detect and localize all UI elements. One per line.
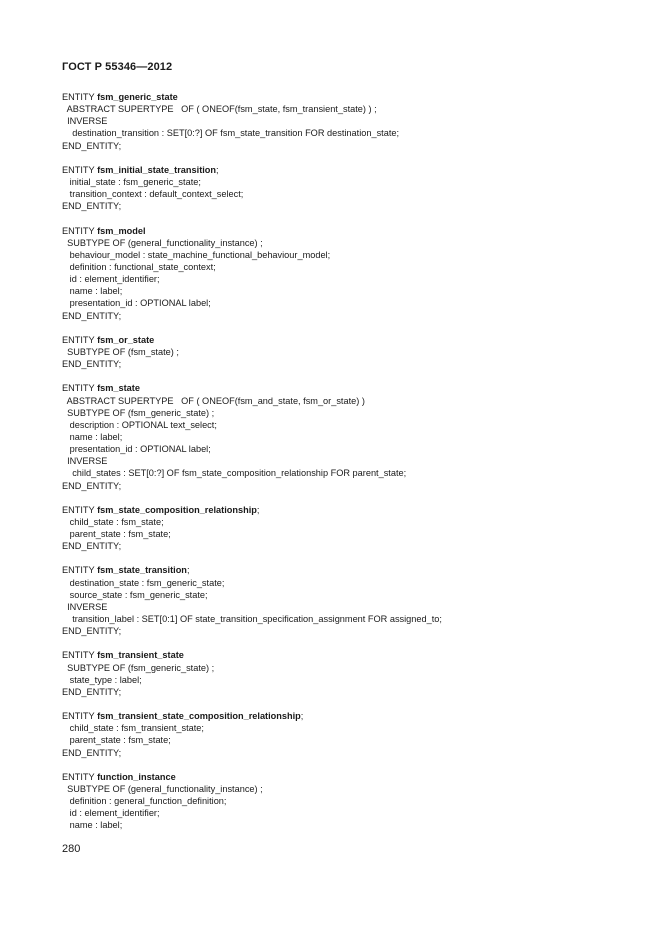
blank-line: [62, 759, 442, 771]
entity-name: fsm_transient_state_composition_relationship: [97, 711, 301, 722]
document-header: ГОСТ Р 55346—2012: [62, 61, 173, 73]
code-line: name : label;: [62, 820, 123, 831]
entity-name: fsm_generic_state: [97, 92, 178, 102]
entity-keyword: ENTITY: [62, 92, 98, 102]
blank-line: [62, 698, 442, 710]
code-line: SUBTYPE OF (fsm_state) ;: [62, 346, 179, 357]
entity-name: fsm_state_composition_relationship: [97, 504, 257, 515]
entity-terminator: ;: [256, 504, 260, 515]
code-line: child_states : SET[0:?] OF fsm_state_composition_relationship FOR parent_state;: [62, 468, 407, 479]
code-line: ABSTRACT SUPERTYPE OF ( ONEOF(fsm_and_state, fsm_or_state) ): [62, 395, 365, 406]
entity-keyword: ENTITY: [62, 334, 98, 345]
page-number: 280: [62, 843, 81, 855]
blank-line: [62, 492, 442, 504]
code-line: child_state : fsm_transient_state;: [62, 723, 204, 734]
entity-name: fsm_initial_state_transition: [97, 164, 217, 175]
entity-declaration-line: [62, 564, 442, 576]
code-line: END_ENTITY;: [62, 626, 122, 637]
entity-keyword: ENTITY: [62, 771, 98, 782]
entity-keyword: ENTITY: [62, 504, 98, 515]
code-line: END_ENTITY;: [62, 140, 122, 151]
code-line: name : label;: [62, 431, 123, 442]
code-line: END_ENTITY;: [62, 201, 122, 212]
code-line: SUBTYPE OF (general_functionality_instance) ;: [62, 784, 263, 795]
blank-line: [62, 552, 442, 564]
code-line: END_ENTITY;: [62, 310, 122, 321]
entity-declaration-line: [62, 225, 442, 237]
code-line: id : element_identifier;: [62, 808, 160, 819]
code-line: presentation_id : OPTIONAL label;: [62, 444, 211, 455]
blank-line: [62, 152, 442, 164]
code-line: id : element_identifier;: [62, 274, 160, 285]
code-line: INVERSE: [62, 456, 108, 467]
entity-declaration-line: [62, 710, 442, 722]
entity-declaration-line: [62, 334, 442, 346]
code-line: name : label;: [62, 286, 123, 297]
entity-name: fsm_or_state: [97, 334, 155, 345]
code-line: transition_label : SET[0:1] OF state_transition_specification_assignment FOR assigned_to;: [62, 614, 442, 625]
entity-keyword: ENTITY: [62, 565, 98, 576]
code-line: initial_state : fsm_generic_state;: [62, 176, 201, 187]
entity-name: fsm_model: [97, 225, 146, 236]
code-line: END_ENTITY;: [62, 686, 122, 697]
code-line: source_state : fsm_generic_state;: [62, 589, 208, 600]
entity-terminator: ;: [216, 164, 219, 175]
code-line: destination_transition : SET[0:?] OF fsm_state_transition FOR destination_state;: [62, 128, 400, 139]
blank-line: [62, 212, 442, 224]
entity-terminator: ;: [300, 711, 304, 722]
entity-terminator: ;: [186, 565, 190, 576]
code-line: INVERSE: [62, 601, 108, 612]
express-code-listing: [62, 91, 442, 832]
blank-line: [62, 370, 442, 382]
blank-line: [62, 637, 442, 649]
code-line: END_ENTITY;: [62, 541, 122, 552]
entity-declaration-line: [62, 91, 442, 103]
code-line: transition_context : default_context_select;: [62, 189, 244, 200]
entity-name: fsm_state_transition: [97, 565, 187, 576]
entity-declaration-line: [62, 164, 442, 176]
code-line: SUBTYPE OF (fsm_generic_state) ;: [62, 407, 215, 418]
code-line: parent_state : fsm_state;: [62, 735, 171, 746]
code-line: END_ENTITY;: [62, 747, 122, 758]
entity-keyword: ENTITY: [62, 164, 98, 175]
entity-declaration-line: [62, 504, 442, 516]
entity-declaration-line: [62, 771, 442, 783]
code-line: definition : functional_state_context;: [62, 261, 216, 272]
code-line: SUBTYPE OF (fsm_generic_state) ;: [62, 662, 215, 673]
code-line: INVERSE: [62, 116, 108, 127]
code-line: description : OPTIONAL text_select;: [62, 419, 217, 430]
entity-name: fsm_transient_state: [97, 650, 184, 661]
code-line: child_state : fsm_state;: [62, 516, 164, 527]
code-line: parent_state : fsm_state;: [62, 529, 171, 540]
code-line: state_type : label;: [62, 674, 142, 685]
code-line: SUBTYPE OF (general_functionality_instance) ;: [62, 237, 263, 248]
entity-name: fsm_state: [97, 383, 140, 394]
code-line: END_ENTITY;: [62, 359, 122, 370]
entity-declaration-line: [62, 382, 442, 394]
code-line: destination_state : fsm_generic_state;: [62, 577, 225, 588]
code-line: END_ENTITY;: [62, 480, 122, 491]
entity-keyword: ENTITY: [62, 225, 98, 236]
code-line: presentation_id : OPTIONAL label;: [62, 298, 211, 309]
entity-keyword: ENTITY: [62, 711, 98, 722]
code-line: ABSTRACT SUPERTYPE OF ( ONEOF(fsm_state, fsm_transient_state) ) ;: [62, 104, 377, 115]
entity-keyword: ENTITY: [62, 383, 98, 394]
entity-name: function_instance: [97, 771, 176, 782]
code-line: behaviour_model : state_machine_functional_behaviour_model;: [62, 249, 331, 260]
blank-line: [62, 322, 442, 334]
entity-keyword: ENTITY: [62, 650, 98, 661]
code-line: definition : general_function_definition;: [62, 796, 227, 807]
entity-declaration-line: [62, 649, 442, 661]
